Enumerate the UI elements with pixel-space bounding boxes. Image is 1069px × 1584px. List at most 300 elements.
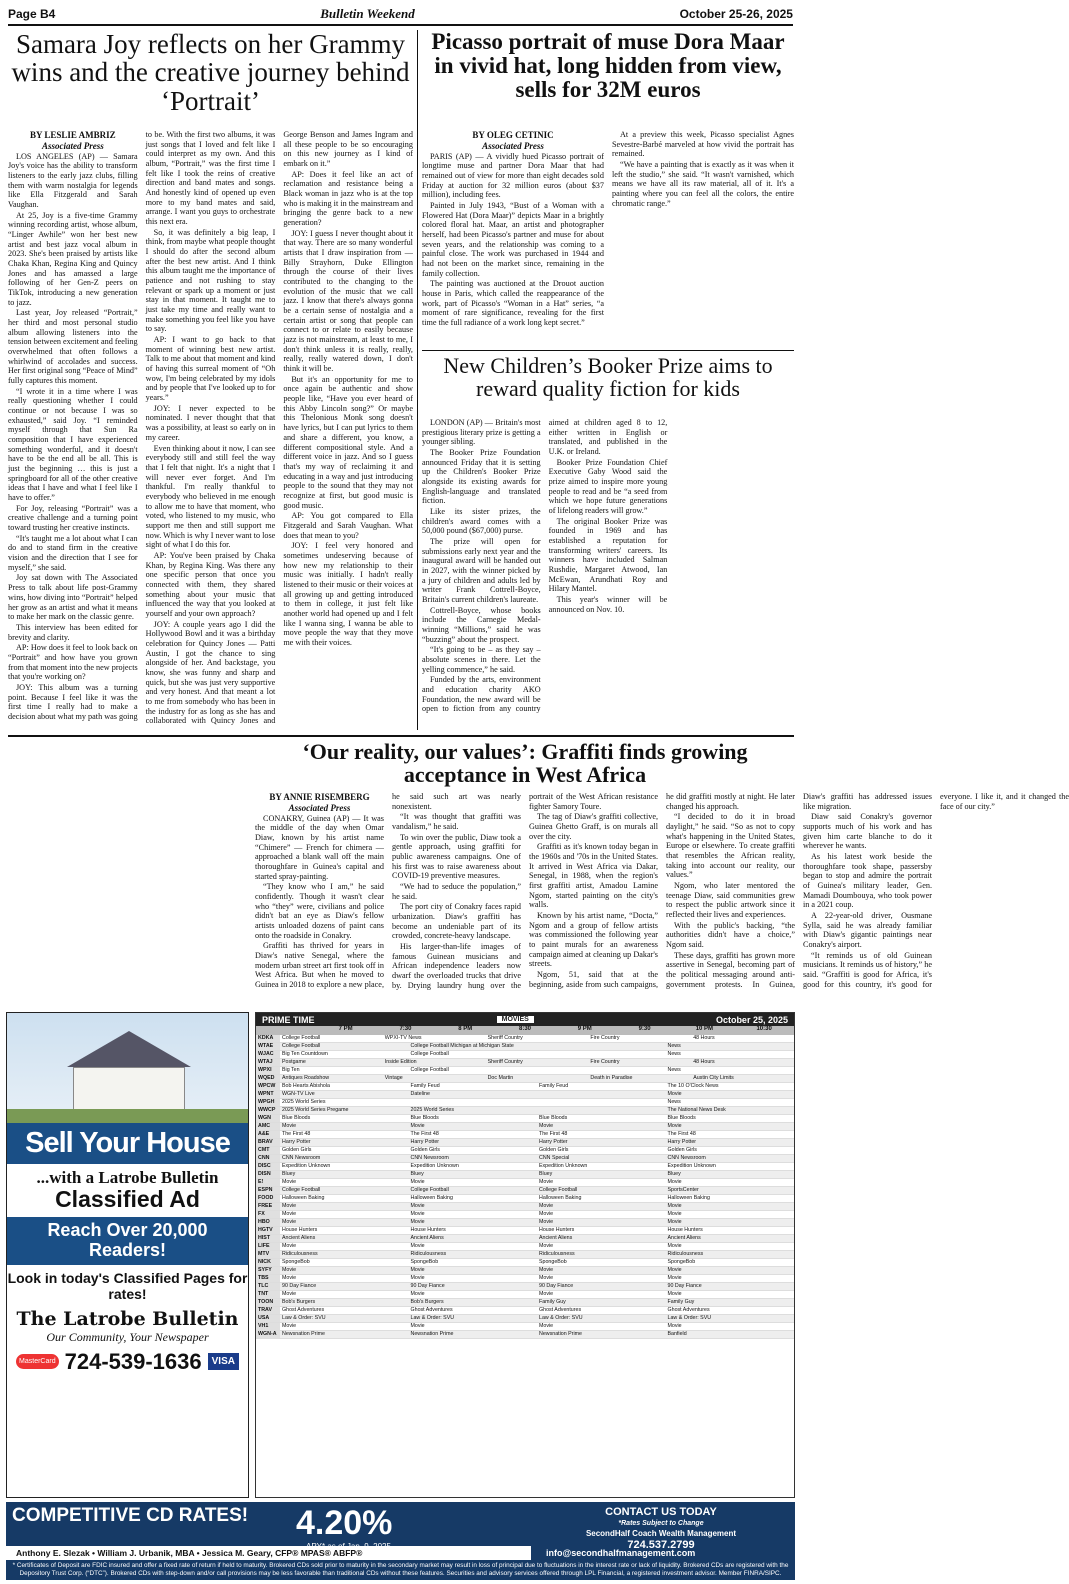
tv-time: 9:30 — [638, 1026, 651, 1032]
paragraph: AP: Does it feel like an act of reclamation and resistance being a Black woman in jazz who is at the top who is making it in the mainstream and bringing the genre back to a new generation? — [283, 169, 413, 228]
tv-date: October 25, 2025 — [715, 1014, 788, 1025]
paragraph: PARIS (AP) — A vividly hued Picasso portrait of longtime muse and partner Dora Maar that had remained out of view for more than eight decades sold Friday at auction for 32 million euros (about $37 million), including fees. — [422, 151, 604, 200]
bank-phone: 724.537.2799 — [627, 1538, 695, 1551]
tv-program: Movie — [539, 1323, 554, 1329]
mastercard-icon: MasterCard — [16, 1354, 59, 1369]
tv-program: Law & Order: SVU — [282, 1315, 326, 1321]
tv-program: Family Guy — [667, 1299, 695, 1305]
tv-program: Movie — [282, 1275, 297, 1281]
tv-program: Big Ten Countdown — [282, 1051, 328, 1057]
tv-program: Expedition Unknown — [282, 1163, 331, 1169]
tv-program: Ancient Aliens — [539, 1235, 573, 1241]
ad-sell-heading: Sell Your House — [7, 1123, 248, 1164]
article-body — [8, 130, 413, 730]
ad-look: Look in today's Classified Pages for rates! — [7, 1269, 248, 1302]
tv-program: Movie — [667, 1211, 682, 1217]
paragraph: JOY: I feel very honored and sometimes undeserving because of how new my relationship to their music was initially. I hadn't really listened to their music or their voices at all growing up and getting introduced to them in college, it just felt like another world had opened up and I felt like I wanna sing, I wanna be able to move people the way that they move me with their voices. — [283, 541, 413, 647]
ad-tagline: Our Community, Your Newspaper — [46, 1329, 209, 1344]
paragraph: The painting was auctioned at the Drouot auction house in Paris, which called the reappearance of the work, part of Picasso's “Woman in a Hat” series, “a moment of rare significance, revealing for the first time the full radiance of a work long kept secret.” — [422, 279, 604, 328]
tv-row — [256, 1075, 794, 1083]
tv-program: News — [667, 1067, 681, 1073]
tv-program: Big Ten — [282, 1067, 300, 1073]
tv-program: Movie — [539, 1219, 554, 1225]
paragraph: “It was thought that graffiti was vandalism,” he said. — [392, 812, 521, 832]
tv-program: Family Feud — [539, 1083, 569, 1089]
tv-program: The 10 O'Clock News — [667, 1083, 719, 1089]
visa-icon: VISA — [208, 1353, 239, 1370]
tv-program: Death in Paradise — [590, 1075, 633, 1081]
tv-program: Movie — [410, 1211, 425, 1217]
tv-row — [256, 1067, 794, 1075]
paragraph: “I wrote it in a time where I was really questioning whether I could continue or not because I was so exhausted,” said Joy. “I reminded myself through that Sun Ra composition that I have experienced something wonderful, and it doesn't have to be the end all be all. This is just the beginning … this is just a springboard for all of the other creative ideas that I have and what I feel like I have to offer.” — [8, 386, 138, 503]
tv-channel: WPCW — [256, 1083, 280, 1090]
tv-program — [537, 1107, 666, 1114]
tv-program: Ghost Adventures — [410, 1307, 453, 1313]
tv-program: Inside Edition — [384, 1059, 417, 1065]
tv-badge: MOVIES — [497, 1016, 534, 1023]
tv-program: Movie — [410, 1267, 425, 1273]
tv-time: 9 PM — [577, 1026, 592, 1032]
tv-program: Movie — [667, 1291, 682, 1297]
bank-headline: COMPETITIVE CD RATES! — [12, 1505, 249, 1526]
tv-row — [256, 1163, 794, 1171]
tv-channel: TBS — [256, 1275, 280, 1282]
tv-program: Ghost Adventures — [282, 1307, 325, 1313]
tv-program: Movie — [667, 1323, 682, 1329]
paragraph: CONAKRY, Guinea (AP) — It was the middle of the day when Omar Diaw, known by his artist name “Chimere” — French for chimera — approached a blank wall off the main thoroughfare in Guinea's capital and started spray-painting. — [255, 813, 384, 881]
tv-channel: TOON — [256, 1299, 280, 1306]
paragraph: Graffiti has thrived for years in Diaw's native Senegal, where the modern urban street art first took off in West Africa. But when he moved to Guinea in 2018 to explore a new place, he said such art was nearly nonexistent. — [255, 792, 521, 990]
tv-channel: TRAV — [256, 1307, 280, 1314]
tv-program: House Hunters — [410, 1227, 446, 1233]
paragraph: JOY: I guess I never thought about it that way. There are so many wonderful artists that I draw inspiration from — Billy Strayhorn, Duke Ellington through the course of their lives contributed to the changing to the evolution of the music that we call jazz. I know that there's always gonna be a certain sense of nostalgia and a certain artist or song that people can connect to or relate to easily because jazz is not mainstream, at least to me, I don't think unless it is really, really, really, really watered down, I don't think it will be. — [283, 228, 413, 374]
paragraph: The prize will open for submissions early next year and the inaugural award will be handed out in 2027, with the winner picked by a jury of children and adults led by writer Frank Cottrell-Boyce, Britain's current children's laureate. — [422, 537, 541, 605]
tv-time: 8:30 — [519, 1026, 532, 1032]
tv-program: Doc Martin — [487, 1075, 514, 1081]
tv-program: College Football — [282, 1035, 321, 1041]
tv-program: Ancient Aliens — [667, 1235, 701, 1241]
tv-program: News — [667, 1043, 681, 1049]
ad-reach: Reach Over 20,000 Readers! — [7, 1217, 248, 1265]
tv-title: PRIME TIME — [262, 1014, 315, 1025]
tv-program: Blue Bloods — [539, 1115, 568, 1121]
tv-program: Movie — [539, 1203, 554, 1209]
tv-program: Ridiculousness — [282, 1251, 318, 1257]
tv-channel: WTAE — [256, 1043, 280, 1050]
tv-program: House Hunters — [667, 1227, 703, 1233]
tv-row — [256, 1091, 794, 1099]
issue-date: October 25-26, 2025 — [679, 7, 793, 21]
tv-row — [256, 1187, 794, 1195]
tv-program: Bob's Burgers — [410, 1299, 444, 1305]
house-illustration — [7, 1013, 248, 1123]
paragraph: LONDON (AP) — Britain's most prestigious literary prize is getting a younger sibling. — [422, 418, 541, 447]
tv-channel: HGTV — [256, 1227, 280, 1234]
tv-program: Halloween Baking — [410, 1195, 453, 1201]
page-number: Page B4 — [8, 7, 56, 21]
tv-program: 2025 World Series — [410, 1107, 454, 1113]
tv-program: Movie — [282, 1219, 297, 1225]
tv-row — [256, 1123, 794, 1131]
tv-row — [256, 1147, 794, 1155]
paragraph: For Joy, releasing “Portrait” was a creative challenge and a turning point toward trusting her creative instincts. — [8, 503, 138, 533]
tv-program: Movie — [410, 1243, 425, 1249]
paragraph: These days, graffiti has grown more assertive in Senegal, becoming part of the political messaging around anti-government protests. In Guinea, Diaw's graffiti has addressed issues like migration. — [666, 792, 932, 989]
tv-program: Movie — [282, 1243, 297, 1249]
tv-program: Newsnation Prime — [410, 1331, 454, 1337]
tv-program: Blue Bloods — [410, 1115, 439, 1121]
paragraph: But it's an opportunity for me to once again be authentic and show people like, “Have you ever heard of this Abby Lincoln song?” Or maybe this Thelonious Monk song doesn't have lyrics, but I can put lyrics to them and share a different, you know, a different compositional style. And a different voice in jazz. And so I guess that's my way of reclaiming it and educating in a way and just introducing people to the sound that they may not recognize at first, but good music is good music. — [283, 374, 413, 510]
byline: BY LESLIE AMBRIZ — [29, 130, 116, 140]
tv-program: The First 48 — [667, 1131, 696, 1137]
paragraph: Diaw said Conakry's governor supports much of his work and has given him carte blanche to do it wherever he wants. — [803, 812, 932, 851]
tv-program: College Football — [410, 1187, 449, 1193]
tv-channel: TLC — [256, 1283, 280, 1290]
tv-program: Bob's Burgers — [282, 1299, 316, 1305]
tv-program: Newsnation Prime — [282, 1331, 325, 1337]
tv-program: SpongeBob — [539, 1259, 567, 1265]
tv-program: Bluey — [282, 1171, 296, 1177]
tv-row — [256, 1235, 794, 1243]
tv-program: College Football — [539, 1187, 578, 1193]
tv-program: Movie — [667, 1243, 682, 1249]
tv-program: 90 Day Fiance — [410, 1283, 445, 1289]
tv-row — [256, 1139, 794, 1147]
masthead: Bulletin Weekend — [320, 6, 415, 21]
article-body — [255, 792, 1069, 1006]
tv-channel: AMC — [256, 1123, 280, 1130]
paragraph: “It's going to be – as they say – absolute scenes in there. Let the yelling commence,” he said. — [422, 645, 541, 674]
paragraph: Painted in July 1943, “Bust of a Woman with a Flowered Hat (Dora Maar)” depicts Maar in a brightly colored floral hat. Maar, an artist and photographer herself, had been Picasso's partner and muse for about seven years, and the relationship was coming to a painful close. The work was purchased in 1944 and had not been on the market since, remaining in the family collection. — [422, 200, 604, 278]
section-rule — [422, 350, 794, 351]
article-body — [422, 130, 794, 342]
tv-channel: WJAC — [256, 1051, 280, 1058]
tv-program: Harry Potter — [282, 1139, 311, 1145]
paragraph: This year's winner will be announced on Nov. 10. — [548, 595, 668, 614]
tv-row — [256, 1115, 794, 1123]
tv-program: Expedition Unknown — [410, 1163, 459, 1169]
tv-program: Movie — [410, 1179, 425, 1185]
byline: BY OLEG CETINIC — [472, 130, 554, 140]
tv-row — [256, 1203, 794, 1211]
paragraph: His larger-than-life images of famous Guinean musicians and African independence leaders now dwarf the overloaded trucks that drive by. Drying laundry hung over the portrait of the West African resistance fighter Samory Toure. — [392, 792, 658, 990]
tv-program: Halloween Baking — [539, 1195, 582, 1201]
tv-row — [256, 1259, 794, 1267]
tv-row — [256, 1179, 794, 1187]
article-graffiti — [255, 739, 1069, 1008]
tv-program: The First 48 — [282, 1131, 311, 1137]
tv-row — [256, 1051, 794, 1059]
tv-channel: FREE — [256, 1203, 280, 1210]
paragraph: AP: You got compared to Ella Fitzgerald and Sarah Vaughan. What does that mean to you? — [283, 511, 413, 540]
tv-row — [256, 1251, 794, 1259]
tv-program: Movie — [667, 1203, 682, 1209]
tv-program: College Football — [282, 1043, 321, 1049]
tv-program: Movie — [282, 1203, 297, 1209]
tv-program: CNN Newsroom — [410, 1155, 449, 1161]
bank-contact — [536, 1506, 786, 1552]
paragraph: AP: I want to go back to that moment of winning best new artist. Talk to me about that moment and kind of having this surreal moment of “Oh wow, I'm being celebrated by my idols and by people that I've looked up to for years.” — [145, 335, 276, 403]
tv-program: Golden Girls — [410, 1147, 440, 1153]
ad-with: ...with a Latrobe Bulletin — [36, 1168, 219, 1187]
tv-channel: DISN — [256, 1171, 280, 1178]
bank-rate: 4.20% — [296, 1504, 393, 1542]
tv-channel: USA — [256, 1315, 280, 1322]
tv-channel: DISC — [256, 1163, 280, 1170]
tv-time: 10:30 — [756, 1026, 772, 1032]
tv-row — [256, 1227, 794, 1235]
tv-program: Family Guy — [539, 1299, 566, 1305]
tv-program: Law & Order: SVU — [539, 1315, 583, 1321]
tv-program: Movie — [667, 1091, 682, 1097]
tv-program: Golden Girls — [667, 1147, 697, 1153]
paragraph: A 22-year-old driver, Ousmane Sylla, said he was already familiar with Diaw's gigantic paintings near Conakry's airport. — [803, 911, 932, 950]
tv-program: Movie — [539, 1275, 554, 1281]
tv-program: Law & Order: SVU — [410, 1315, 455, 1321]
tv-channel: HBO — [256, 1219, 280, 1226]
tv-program: Harry Potter — [539, 1139, 568, 1145]
tv-program: Golden Girls — [539, 1147, 569, 1153]
tv-program — [537, 1099, 666, 1106]
tv-program: Blue Bloods — [667, 1115, 696, 1121]
tv-program: WGN-TV Live — [282, 1091, 315, 1097]
agency: Associated Press — [41, 140, 104, 151]
paragraph: AP: You've been praised by Chaka Khan, by Regina King. Was there any one specific person that once you connected with them, they shared something about your music that influenced the way that you looked at yourself and your own approach? — [145, 550, 276, 618]
tv-program: College Football — [410, 1067, 449, 1073]
tv-program: Movie — [282, 1267, 297, 1273]
tv-program: College Football — [282, 1187, 321, 1193]
tv-channel: TNT — [256, 1291, 280, 1298]
tv-program: Movie — [282, 1211, 297, 1217]
paragraph: Like its sister prizes, the children's award comes with a 50,000 pound ($67,000) purse. — [422, 507, 541, 536]
paragraph: The tag of Diaw's graffiti collective, Guinea Ghetto Graff, is on murals all over the city. — [529, 812, 658, 841]
tv-program: Movie — [539, 1123, 554, 1129]
tv-channel: BRAV — [256, 1139, 280, 1146]
tv-program — [537, 1091, 666, 1098]
agency: Associated Press — [288, 802, 351, 813]
tv-program: Bluey — [667, 1171, 681, 1177]
tv-program: Ancient Aliens — [282, 1235, 316, 1241]
paragraph: Cottrell-Boyce, whose books include the Carnegie Medal-winning “Millions,” said he was “buzzing” about the prospect. — [422, 605, 541, 644]
paragraph: As his latest work beside the thoroughfare took shape, passersby began to stop and admire the portrait of Guinea's military leader, Gen. Mamadi Doumbouya, who took power in a 2021 coup. — [803, 852, 932, 910]
paragraph: JOY: This album was a turning point. Because I feel like it was the first time I really had to make a decision about what my path was going to be. With the first two albums, it was just songs that I loved and felt like I could interpret as my own. And this album, “Portrait,” was the first time I felt like I took the reins of creative direction and band mates and songs. And honestly kind of opened up even more to my band mates and said, arrange. I want you guys to orchestrate this next era. — [8, 130, 276, 721]
tv-program — [537, 1051, 666, 1058]
tv-program: Movie — [667, 1275, 682, 1281]
tv-program: Halloween Baking — [282, 1195, 325, 1201]
tv-grid — [256, 1035, 794, 1339]
tv-program: Fire Country — [590, 1035, 620, 1041]
tv-program: Expedition Unknown — [539, 1163, 588, 1169]
tv-program: House Hunters — [282, 1227, 318, 1233]
article-picasso — [422, 30, 794, 350]
headline: Samara Joy reflects on her Grammy wins and the creative journey behind ‘Portrait’ — [11, 29, 410, 116]
tv-program: 90 Day Fiance — [539, 1283, 574, 1289]
tv-program: Movie — [667, 1219, 682, 1225]
paragraph: AP: How does it feel to look back on “Portrait” and how have you grown from that moment into the new projects that you're working on? — [8, 643, 138, 682]
paragraph: JOY: I never expected to be nominated. I never thought that that was a possibility, at least so early on in my career. — [145, 403, 276, 442]
tv-row — [256, 1315, 794, 1323]
rates-subject: *Rates Subject to Change — [618, 1519, 704, 1527]
tv-program: Halloween Baking — [667, 1195, 710, 1201]
tv-channel: WPNT — [256, 1091, 280, 1098]
tv-program: Movie — [410, 1323, 425, 1329]
tv-channel: FX — [256, 1211, 280, 1218]
tv-program: 48 Hours — [693, 1035, 715, 1041]
tv-row — [256, 1131, 794, 1139]
tv-program: Movie — [667, 1267, 682, 1273]
tv-row — [256, 1299, 794, 1307]
tv-program: CNN Special — [539, 1155, 570, 1161]
paragraph: “We had to seduce the population,” he said. — [392, 882, 521, 901]
tv-row — [256, 1211, 794, 1219]
tv-program: CNN Newsroom — [667, 1155, 706, 1161]
tv-program: Golden Girls — [282, 1147, 312, 1153]
tv-channel: A&E — [256, 1131, 280, 1138]
tv-time: 7 PM — [338, 1026, 353, 1032]
article-booker — [422, 354, 794, 730]
tv-row — [256, 1171, 794, 1179]
paragraph: “It reminds us of old Guinean musicians. It reminds us of history,” he said. “Graffiti is good for Africa, it's good for this country, it's good for everyone. I like it, and it changed the face of our city.” — [803, 792, 1069, 989]
tv-channel: CMT — [256, 1147, 280, 1154]
tv-listings — [255, 1012, 795, 1498]
tv-program: 48 Hours — [693, 1059, 715, 1065]
tv-row — [256, 1155, 794, 1163]
tv-program: SportsCenter — [667, 1187, 699, 1193]
tv-row — [256, 1099, 794, 1107]
tv-program: Movie — [410, 1291, 425, 1297]
tv-program: Movie — [282, 1123, 297, 1129]
page-header — [8, 4, 793, 26]
tv-program: Harry Potter — [410, 1139, 440, 1145]
tv-program: Movie — [282, 1179, 297, 1185]
tv-program: Movie — [539, 1291, 554, 1297]
paragraph: Even thinking about it now, I can see everybody still and still feel the way that I felt that night. It's a night that I will never ever forget. And I'm thankful. I'm really thankful to everybody who believed in me enough to allow me to have that moment, who voted, who listened to my music, who support me then and still support me now. Which is why I never want to lose sight of what I do this for. — [145, 443, 276, 550]
tv-program: SpongeBob — [282, 1259, 310, 1265]
tv-program: Movie — [410, 1203, 425, 1209]
tv-program: Movie — [667, 1123, 682, 1129]
tv-program: Ridiculousness — [410, 1251, 447, 1257]
tv-program: News — [667, 1051, 681, 1057]
tv-program: WPXI-TV News — [384, 1035, 422, 1041]
tv-program: Vintage — [384, 1075, 403, 1081]
ad-phone: 724-539-1636 — [64, 1348, 202, 1374]
tv-time — [256, 1026, 316, 1035]
tv-program: The National News Desk — [667, 1107, 726, 1113]
tv-program — [409, 1099, 538, 1106]
paragraph: LOS ANGELES (AP) — Samara Joy's voice has the ability to transform listeners to the early jazz clubs, filling them with warm nostalgia for legends like Ella Fitzgerald and Sarah Vaughan. — [8, 151, 138, 209]
tv-program: Fire Country — [590, 1059, 620, 1065]
tv-program: Banfield — [667, 1331, 687, 1337]
firm-name: SecondHalf Coach Wealth Management — [585, 1528, 737, 1538]
tv-program: Blue Bloods — [282, 1115, 311, 1121]
tv-program — [537, 1067, 666, 1074]
tv-program: Family Feud — [410, 1083, 440, 1089]
agency: Associated Press — [482, 140, 544, 151]
tv-program — [537, 1043, 666, 1050]
tv-row — [256, 1323, 794, 1331]
tv-program: Movie — [282, 1291, 297, 1297]
section-rule — [8, 735, 794, 737]
tv-row — [256, 1331, 794, 1339]
tv-program: Ghost Adventures — [667, 1307, 710, 1313]
paragraph: So, it was definitely a big leap, I think, from maybe what people thought I should do after the second album after the best new artist. And I think this album taught me the importance of patience and not rushing to stay relevant or spark up a moment or just stay in that moment. It taught me to just take my time and really want to make something you feel like you have to say. — [145, 227, 276, 334]
tv-program: Movie — [539, 1267, 554, 1273]
tv-row — [256, 1283, 794, 1291]
paragraph: This interview has been edited for brevity and clarity. — [8, 622, 138, 642]
bank-ad — [6, 1502, 795, 1580]
tv-row — [256, 1267, 794, 1275]
ad-classified: Classified Ad — [55, 1186, 200, 1212]
tv-channel: WPXI — [256, 1067, 280, 1074]
paragraph: At 25, Joy is a five-time Grammy winning recording artist, whose album, “Linger Awhile” won her best new artist and best jazz vocal album in 2023. She's been praised by artists like Chaka Khan, Regina King and Quincy Jones and has amassed a large following of her Gen-Z peers on TikTok, introducing a new generation to jazz. — [8, 210, 138, 307]
tv-channel: VH1 — [256, 1323, 280, 1330]
tv-row — [256, 1059, 794, 1067]
tv-row — [256, 1035, 794, 1043]
tv-header — [256, 1013, 794, 1026]
tv-program: House Hunters — [539, 1227, 575, 1233]
tv-program: Ghost Adventures — [539, 1307, 582, 1313]
tv-program: Sheriff Country — [487, 1035, 523, 1041]
tv-program: Movie — [667, 1179, 682, 1185]
tv-program: 2025 World Series Pregame — [282, 1107, 349, 1113]
tv-program: Expedition Unknown — [667, 1163, 716, 1169]
tv-row — [256, 1083, 794, 1091]
tv-channel: E! — [256, 1179, 280, 1186]
paragraph: Joy sat down with The Associated Press to talk about life post-Grammy wins, how diving into “Portrait” helped her grow as an artist and what it means to make her mark on the classic genre. — [8, 573, 138, 622]
advisor-names: Anthony E. Slezak • William J. Urbanik, MBA • Jessica M. Geary, CFP® MPAS® ABFP® — [6, 1546, 531, 1560]
tv-program: The First 48 — [539, 1131, 568, 1137]
tv-channel: SYFY — [256, 1267, 280, 1274]
tv-program: Bob Hearts Abishola — [282, 1083, 330, 1089]
tv-program: Ridiculousness — [539, 1251, 575, 1257]
tv-program: Law & Order: SVU — [667, 1315, 712, 1321]
tv-program: College Football — [410, 1051, 449, 1057]
tv-channel: FOOD — [256, 1195, 280, 1202]
tv-channel: ESPN — [256, 1187, 280, 1194]
tv-program: Austin City Limits — [693, 1075, 734, 1081]
tv-row — [256, 1043, 794, 1051]
tv-program: Movie — [282, 1323, 297, 1329]
tv-program: Movie — [539, 1243, 554, 1249]
tv-channel: WGN-A — [256, 1331, 280, 1338]
tv-channel: CNN — [256, 1155, 280, 1162]
tv-program: News — [667, 1099, 681, 1105]
paragraph: At a preview this week, Picasso specialist Agnes Sevestre-Barbé marveled at how vivid the portrait has remained. — [612, 130, 794, 159]
tv-channel: WPGH — [256, 1099, 280, 1106]
tv-channel: LIFE — [256, 1243, 280, 1250]
tv-program: Harry Potter — [667, 1139, 697, 1145]
ad-paper-name: The Latrobe Bulletin — [16, 1307, 239, 1330]
tv-program: Bluey — [410, 1171, 424, 1177]
tv-channel: WWCP — [256, 1107, 280, 1114]
tv-program: Sheriff Country — [487, 1059, 523, 1065]
tv-row — [256, 1291, 794, 1299]
tv-channel: KDKA — [256, 1035, 280, 1042]
tv-time: 7:30 — [399, 1026, 412, 1032]
article-samara-joy — [8, 30, 413, 735]
tv-row — [256, 1275, 794, 1283]
tv-program: Ancient Aliens — [410, 1235, 444, 1241]
tv-row — [256, 1195, 794, 1203]
contact-heading: CONTACT US TODAY — [605, 1506, 717, 1518]
bank-disclaimer: * Certificates of Deposit are FDIC insured and offer a fixed rate of return if held to maturity. Brokered CDs sold prior to maturity in the secondary market may result in loss of principal due to fluctuations in the interest rate or lack of liquidity. Brokered CDs are registered with the Depository Trust Corp. (“DTC”). Brokered CDs with step-down and/or call provisions may be less favorable than traditional CDs without these features. Securities and advisory services offered through LPL Financial, a registered investment advisor. Member FINRA/SIPC. — [12, 1562, 789, 1577]
column-rule — [417, 30, 418, 730]
tv-program: Movie — [410, 1275, 425, 1281]
tv-program: The First 48 — [410, 1131, 439, 1137]
tv-row — [256, 1219, 794, 1227]
tv-row — [256, 1243, 794, 1251]
tv-program: Antiques Roadshow — [282, 1075, 330, 1081]
